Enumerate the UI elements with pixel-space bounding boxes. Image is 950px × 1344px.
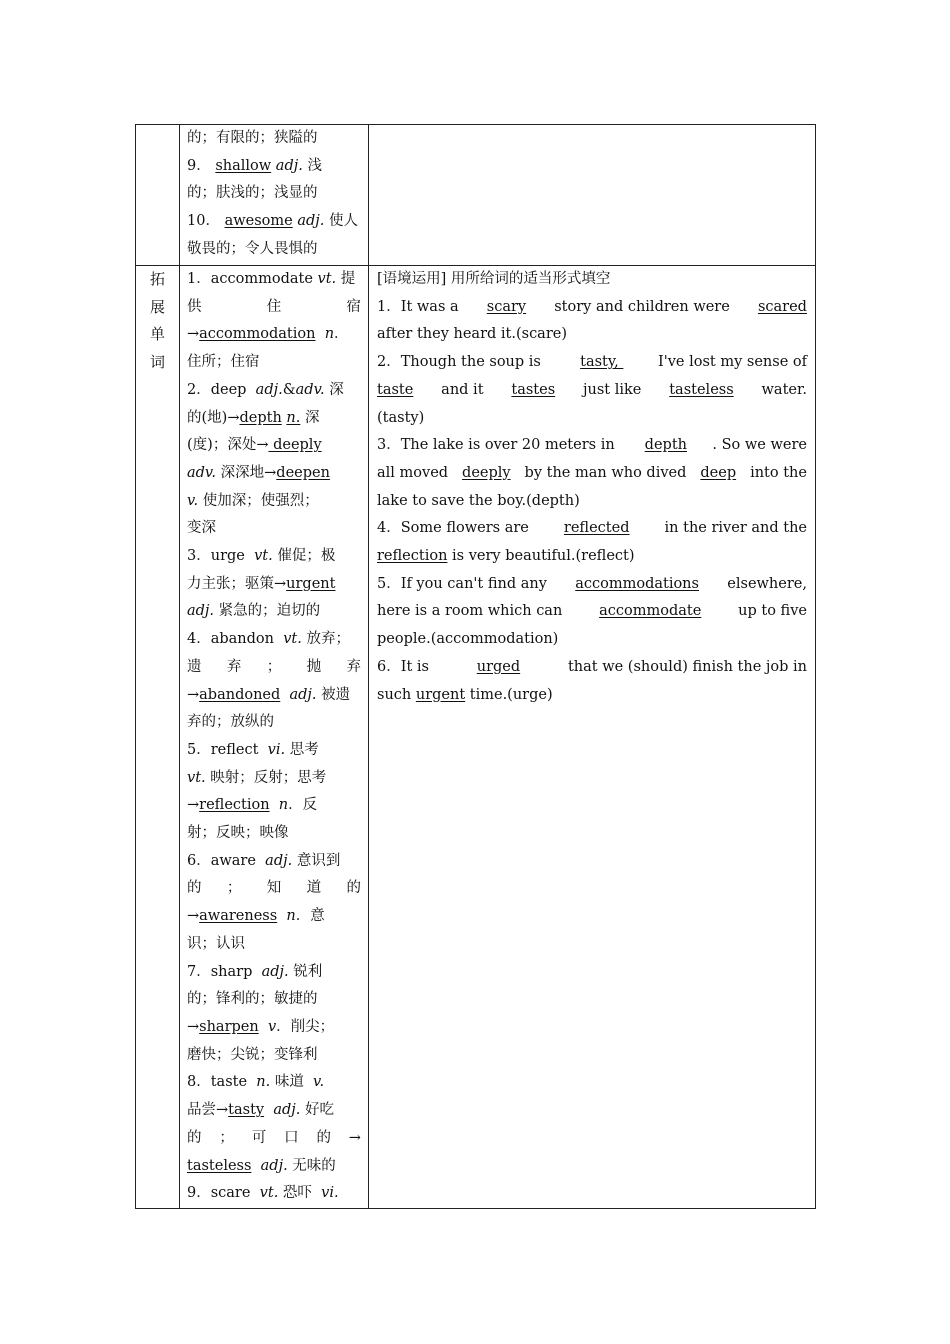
text-fragment: → (187, 1018, 200, 1035)
word-line (187, 792, 361, 820)
exercise-line (377, 432, 807, 460)
part-of-speech: vt. (317, 271, 337, 287)
answer-blank: scared (757, 298, 807, 315)
word-line (187, 875, 361, 903)
text-fragment: 3．The lake is over 20 meters in (377, 437, 620, 454)
empty-header-cell (136, 125, 180, 266)
answer-blank: abandoned (199, 686, 281, 703)
answer-blank: urgent (415, 686, 466, 703)
answer-blank: accommodations (575, 575, 699, 592)
text-fragment: 弃的；放纵的 (187, 714, 274, 731)
part-of-speech: vt. (187, 769, 206, 786)
part-of-speech: v (267, 1018, 277, 1035)
word-line (187, 959, 361, 987)
text-fragment: 1．accommodate (187, 271, 318, 287)
text-fragment: all moved (377, 464, 453, 481)
text-fragment (315, 326, 324, 342)
continued-words-cell (180, 125, 369, 266)
answer-blank: reflection (377, 548, 448, 565)
part-of-speech: adj. (261, 963, 289, 980)
answer-blank: depth (644, 437, 687, 454)
word-line (187, 1069, 361, 1097)
text-fragment: 宿 (346, 298, 361, 315)
answer-blank: deepen (276, 464, 330, 481)
text-fragment: 使加深；使强烈； (198, 492, 319, 509)
text-fragment: 3．urge (187, 548, 255, 565)
word-line (187, 488, 361, 516)
empty-exercise-cell (369, 125, 816, 266)
text-fragment: 识；认识 (187, 935, 245, 952)
text-fragment: 的 (187, 880, 202, 897)
answer-blank: n. (286, 409, 301, 426)
text-fragment: 的 (316, 1129, 331, 1146)
row-header-char: 拓 (149, 270, 165, 288)
word-line (187, 432, 361, 460)
text-fragment: ． (334, 326, 349, 343)
text-fragment: 住所；住宿 (187, 354, 260, 371)
text-fragment: 味道 (270, 1074, 314, 1091)
text-fragment: 2．deep (187, 381, 256, 398)
word-line (187, 1125, 361, 1153)
text-fragment: story and children were (549, 298, 735, 315)
word-line (187, 931, 361, 959)
text-fragment: (度)；深处→ (187, 437, 269, 454)
part-of-speech: n (324, 326, 335, 343)
answer-blank: awesome (224, 213, 293, 230)
word-line (187, 543, 361, 571)
answer-blank: tasteless (669, 381, 734, 398)
exercise-line (377, 377, 807, 405)
text-fragment (280, 687, 289, 703)
word-line (187, 626, 361, 654)
vocabulary-table (135, 124, 816, 1209)
text-fragment (270, 797, 279, 813)
row-header-char: 展 (149, 297, 165, 316)
exercise-line (377, 294, 807, 322)
text-fragment: 深 (324, 381, 344, 398)
text-fragment: 提 (336, 271, 356, 287)
answer-blank: urged (476, 658, 521, 675)
part-of-speech: v. (187, 492, 199, 509)
text-fragment: ．反 (288, 797, 318, 814)
text-fragment: 9． (187, 157, 216, 174)
text-fragment: 道 (306, 880, 322, 897)
text-fragment: 好吃 (300, 1102, 334, 1119)
word-line (187, 349, 361, 377)
word-line (187, 737, 361, 765)
answer-blank: shallow (215, 157, 272, 174)
text-fragment: I've lost my sense of (658, 354, 807, 371)
answer-blank: accommodate (599, 603, 702, 620)
exercise-line (377, 571, 807, 599)
continued-words-text (180, 125, 368, 264)
text-fragment: by the man who dived (519, 464, 692, 481)
text-fragment: time.(urge) (465, 686, 553, 703)
part-of-speech: n (278, 797, 289, 814)
part-of-speech: adj. (273, 1102, 301, 1119)
text-fragment: (tasty) (377, 409, 425, 426)
text-fragment: 弃 (346, 658, 361, 675)
word-line (187, 266, 361, 294)
text-fragment: 恐吓 (278, 1185, 322, 1202)
part-of-speech: n. (256, 1074, 271, 1091)
answer-blank: awareness (199, 908, 278, 925)
word-line (187, 1097, 361, 1125)
part-of-speech: adj. (255, 381, 283, 398)
part-of-speech: n (286, 908, 296, 925)
expand-words-cell (180, 266, 369, 1209)
text-fragment: 口 (284, 1129, 299, 1146)
word-line (187, 598, 361, 626)
text-fragment: 1．It was a (377, 298, 464, 315)
word-line (187, 515, 361, 543)
part-of-speech: adj. (260, 1157, 288, 1174)
exercise-line (377, 460, 807, 488)
part-of-speech: adj. (297, 213, 325, 230)
text-fragment: 弃 (226, 658, 242, 675)
text-fragment: water. (756, 381, 807, 398)
text-fragment: → (187, 797, 200, 814)
text-fragment: ； (219, 1129, 234, 1146)
part-of-speech: adj. (289, 686, 317, 703)
text-fragment: lake to save the boy.(depth) (377, 492, 580, 509)
exercise-line (377, 321, 807, 349)
text-fragment: 意识到 (292, 852, 341, 869)
text-fragment (251, 1158, 260, 1174)
text-fragment: 变深 (187, 520, 216, 537)
word-line (187, 1180, 361, 1208)
word-line (187, 1153, 361, 1181)
word-line (187, 1014, 361, 1042)
text-fragment: & (282, 381, 296, 398)
table-row-continued (136, 125, 816, 266)
word-line (187, 405, 361, 433)
text-fragment: 7．sharp (187, 963, 262, 980)
answer-blank: deeply (268, 437, 322, 454)
text-fragment: . So we were (712, 437, 807, 454)
text-fragment: → (187, 686, 200, 703)
answer-blank: tastes (511, 381, 556, 398)
answer-blank: urgent (286, 575, 336, 592)
text-fragment: 的(地)→ (187, 409, 240, 426)
answer-blank: tasty (228, 1102, 265, 1119)
word-line (187, 236, 361, 264)
text-fragment: ； (266, 658, 282, 675)
word-line (187, 709, 361, 737)
part-of-speech: v. (313, 1074, 325, 1091)
table-row-expand-words (136, 266, 816, 1209)
answer-blank: sharpen (199, 1018, 259, 1035)
text-fragment: 的 (187, 1129, 202, 1146)
word-line (187, 571, 361, 599)
text-fragment: 深 (300, 409, 320, 426)
text-fragment: 无味的 (287, 1157, 336, 1174)
word-line (187, 682, 361, 710)
word-line (187, 125, 361, 153)
text-fragment: ．削尖； (276, 1018, 335, 1035)
text-fragment: 射；反映；映像 (187, 825, 289, 842)
exercise-line (377, 626, 807, 654)
answer-blank: tasty, (580, 354, 624, 371)
text-fragment: 力主张；驱策→ (187, 575, 287, 592)
text-fragment: that we (should) finish the job in (563, 658, 807, 675)
exercise-cell (369, 266, 816, 1209)
text-fragment: 5．reflect (187, 741, 268, 758)
answer-blank: scary (486, 298, 527, 315)
text-fragment: 的；肤浅的；浅显的 (187, 185, 318, 202)
part-of-speech: vi. (267, 741, 286, 758)
text-fragment: 6．It is (377, 658, 434, 675)
word-line (187, 377, 361, 405)
exercise-line (377, 682, 807, 710)
text-fragment: and it (436, 381, 489, 398)
exercise-line (377, 543, 807, 571)
exercise-text (369, 266, 815, 709)
text-fragment: into the (745, 464, 807, 481)
text-fragment: 使人 (324, 213, 358, 230)
part-of-speech: adj. (265, 852, 293, 869)
text-fragment: 紧急的；迫切的 (214, 603, 321, 620)
text-fragment: 的；有限的；狭隘的 (187, 130, 318, 146)
row-header-char: 词 (149, 353, 165, 372)
word-line (187, 848, 361, 876)
text-fragment: 10． (187, 213, 225, 230)
part-of-speech: vi. (321, 1185, 339, 1202)
part-of-speech: vt. (254, 548, 273, 565)
exercise-line (377, 405, 807, 433)
text-fragment: 浅 (302, 157, 322, 174)
text-fragment: 6．aware (187, 852, 266, 869)
word-line (187, 208, 361, 236)
word-line (187, 986, 361, 1014)
text-fragment: → (348, 1129, 361, 1146)
text-fragment: 住 (266, 298, 282, 315)
answer-blank: taste (377, 381, 414, 398)
text-fragment: is very beautiful.(reflect) (447, 548, 635, 565)
exercise-line (377, 598, 807, 626)
text-fragment: people.(accommodation) (377, 631, 559, 648)
exercise-line (377, 488, 807, 516)
answer-blank: tasteless (187, 1157, 252, 1174)
word-line (187, 460, 361, 488)
text-fragment: 放弃； (301, 631, 350, 648)
text-fragment (259, 1019, 268, 1035)
part-of-speech: adv. (187, 464, 217, 481)
answer-blank: depth (239, 409, 282, 426)
text-fragment: 思考 (285, 741, 319, 758)
text-fragment: up to five (733, 603, 807, 620)
text-fragment: 抛 (306, 658, 322, 675)
word-line (187, 180, 361, 208)
part-of-speech: adj. (275, 157, 303, 174)
row-header-char: 单 (149, 325, 165, 344)
word-line (187, 765, 361, 793)
answer-blank: reflected (563, 520, 630, 537)
text-fragment: 4．abandon (187, 631, 284, 648)
word-line (187, 654, 361, 682)
text-fragment: after they heard it.(scare) (377, 326, 568, 343)
text-fragment: 2．Though the soup is (377, 354, 546, 371)
word-line (187, 1042, 361, 1070)
text-fragment: 品尝→ (187, 1102, 229, 1119)
row-header-cell (136, 266, 180, 1209)
text-fragment: → (187, 908, 200, 925)
word-line (187, 294, 361, 322)
text-fragment: 9．scare (187, 1185, 260, 1202)
text-fragment: 锐利 (288, 963, 323, 980)
text-fragment: 5．If you can't find any (377, 575, 552, 592)
answer-blank: reflection (199, 797, 270, 814)
exercise-line (377, 654, 807, 682)
text-fragment: here is a room which can (377, 603, 567, 620)
text-fragment: 被遗 (316, 686, 351, 703)
text-fragment: 4．Some flowers are (377, 520, 534, 537)
text-fragment: 供 (187, 298, 202, 315)
exercise-heading: [语境运用] 用所给词的适当形式填空 (377, 271, 611, 287)
exercise-line (377, 515, 807, 543)
word-line (187, 153, 361, 181)
text-fragment: ．意 (295, 908, 325, 925)
text-fragment: 可 (251, 1129, 267, 1146)
answer-blank: accommodation (199, 326, 316, 343)
text-fragment: 的 (346, 880, 361, 897)
text-fragment: 映射；反射；思考 (205, 769, 327, 786)
text-fragment: 遗 (187, 658, 202, 675)
text-fragment (264, 1102, 273, 1118)
text-fragment: in the river and the (659, 520, 807, 537)
text-fragment: 敬畏的；令人畏惧的 (187, 240, 318, 257)
text-fragment: ； (226, 880, 242, 897)
row-header-label (136, 266, 179, 377)
part-of-speech: vt. (283, 631, 302, 648)
text-fragment: 的；锋利的；敏捷的 (187, 991, 318, 1008)
word-line (187, 903, 361, 931)
text-fragment: just like (578, 381, 646, 398)
answer-blank: deeply (462, 464, 511, 481)
text-fragment: → (187, 326, 200, 343)
text-fragment: 深深地→ (216, 464, 277, 481)
text-fragment: elsewhere, (722, 575, 807, 592)
text-fragment: 磨快；尖锐；变锋利 (187, 1046, 318, 1063)
part-of-speech: vt. (259, 1185, 279, 1202)
word-line (187, 321, 361, 349)
text-fragment: 知 (266, 880, 282, 897)
text-fragment: 8．taste (187, 1074, 257, 1091)
expand-words-text (180, 266, 368, 1208)
text-fragment: such (377, 686, 416, 703)
part-of-speech: adv. (295, 381, 325, 398)
text-fragment (277, 908, 286, 924)
part-of-speech: adj. (187, 603, 215, 620)
text-fragment: 催促；极 (272, 548, 336, 565)
answer-blank: deep (700, 464, 737, 481)
exercise-line (377, 349, 807, 377)
word-line (187, 820, 361, 848)
